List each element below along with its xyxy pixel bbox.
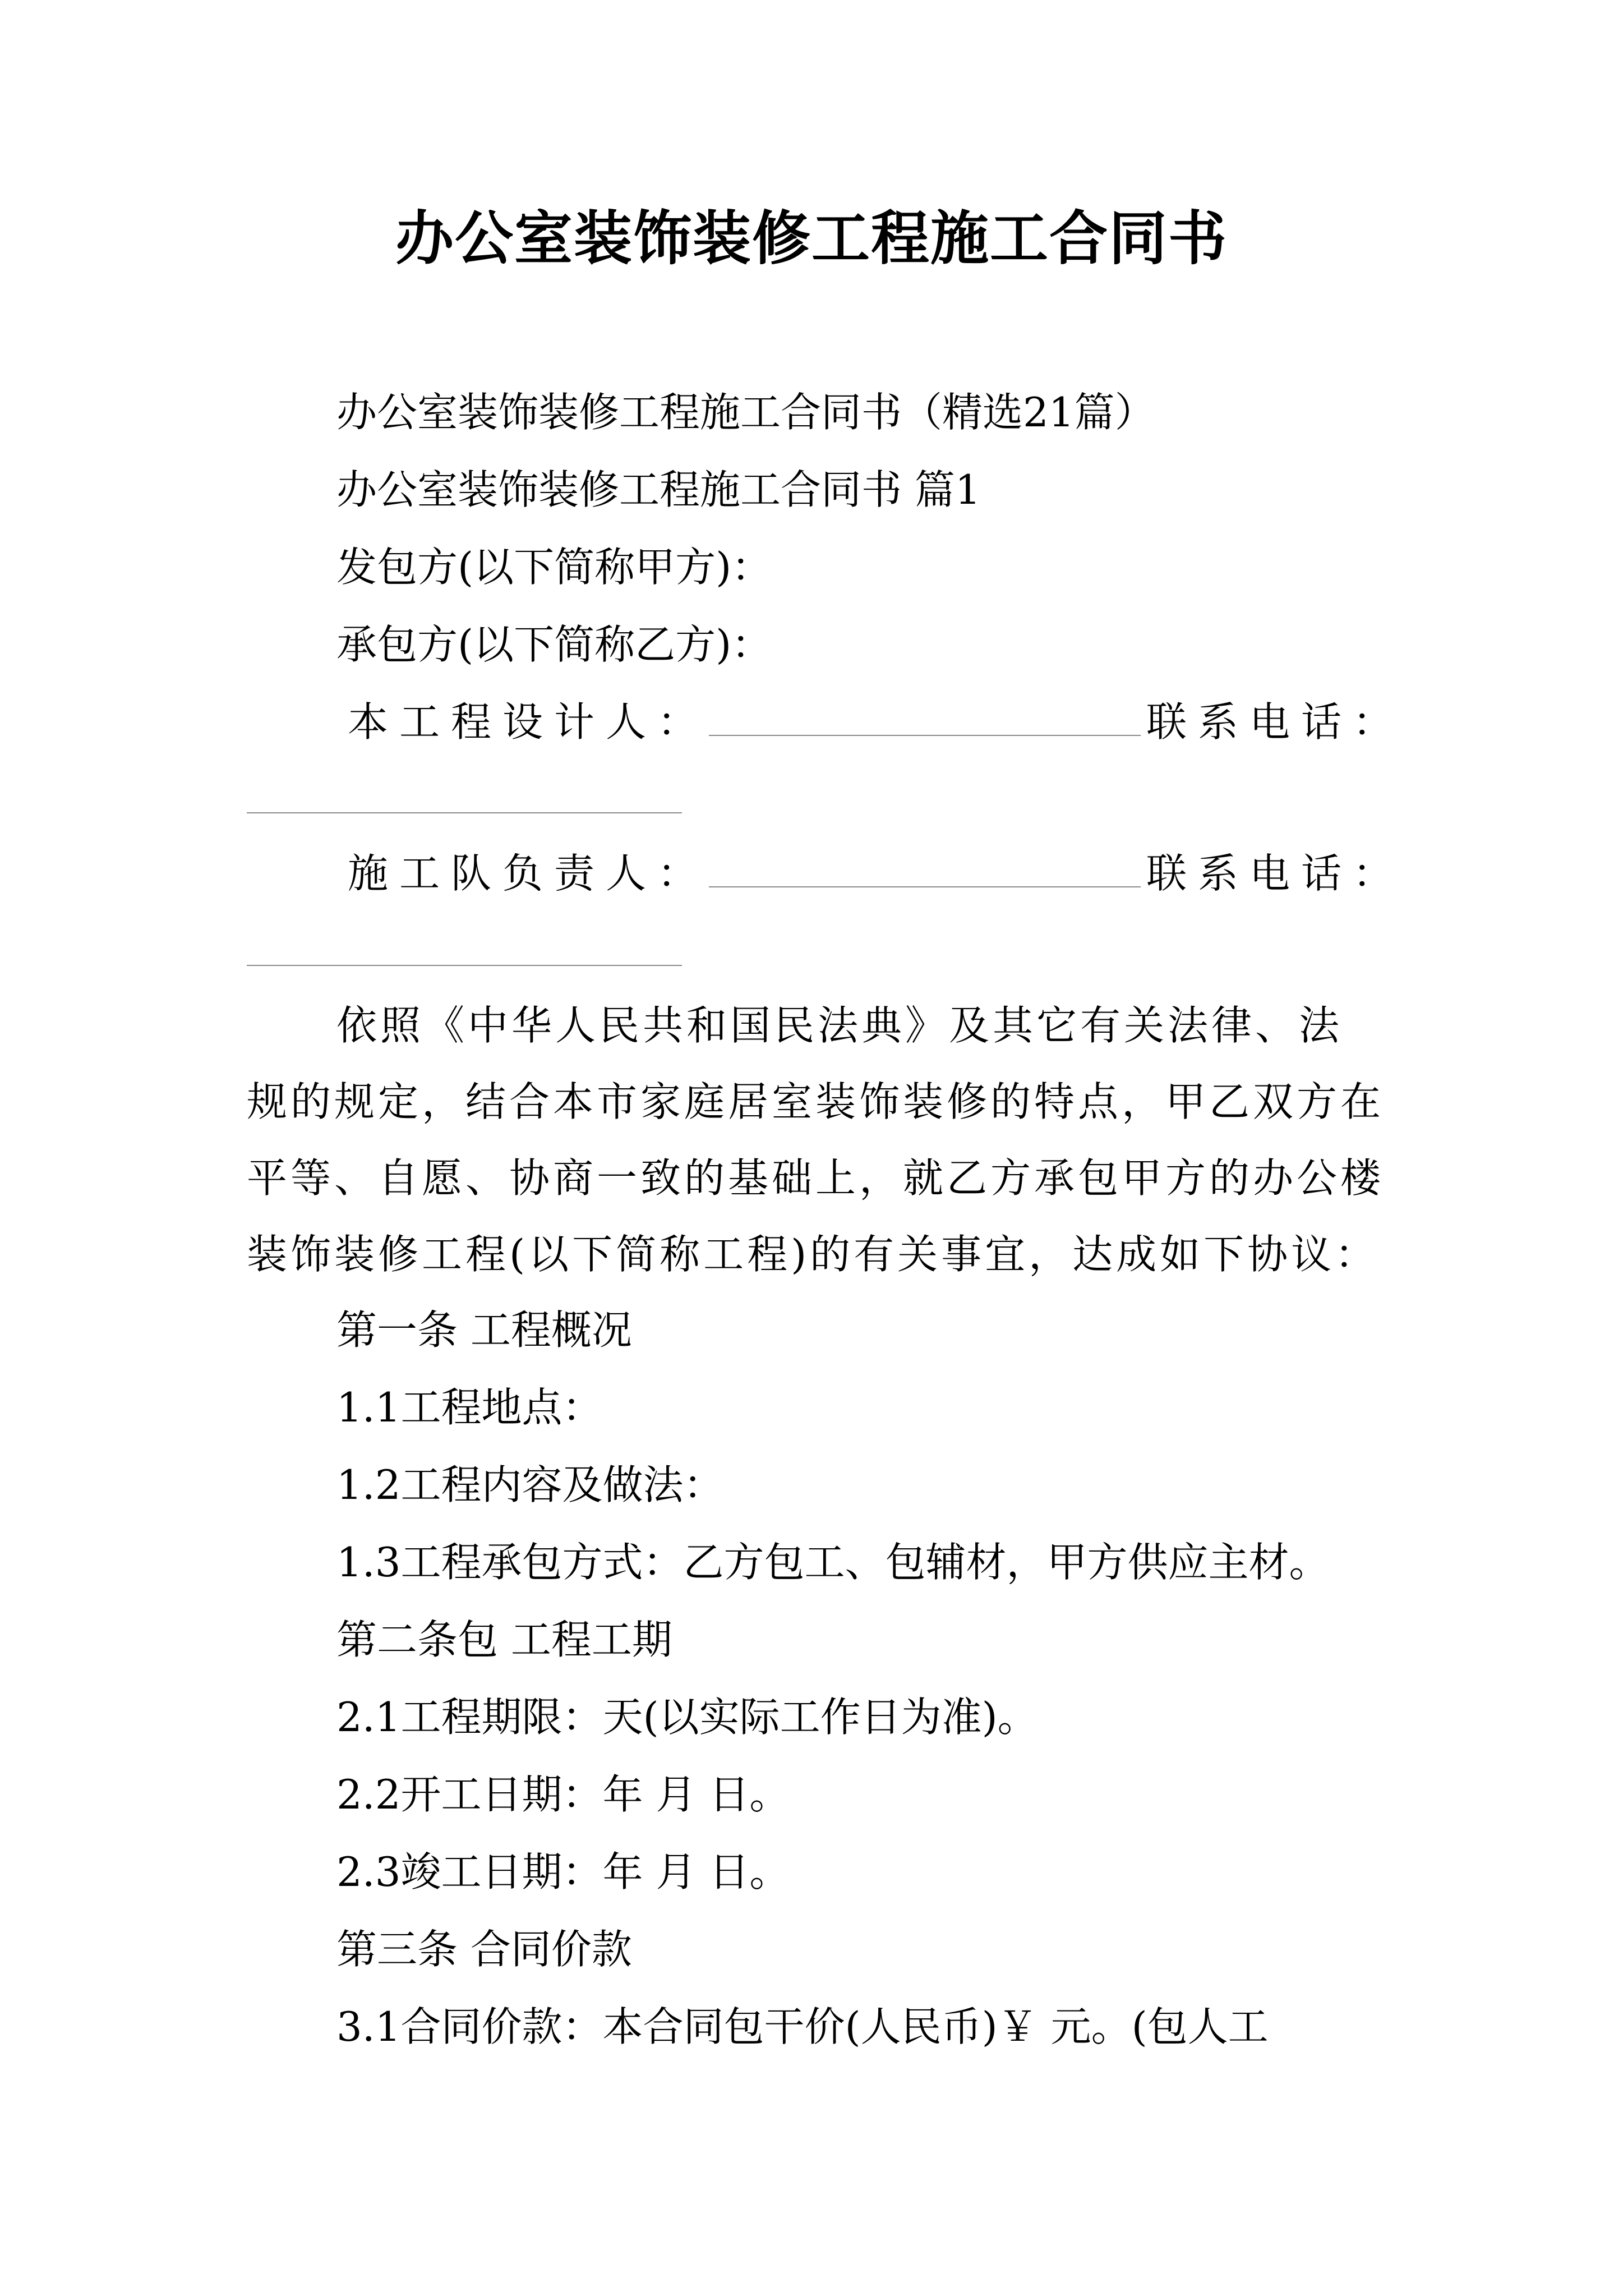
designer-row — [348, 697, 1404, 747]
document-subtitle: 办公室装饰装修工程施工合同书（精选21篇） — [336, 389, 1155, 436]
leader-phone-blank — [247, 965, 682, 966]
article-3-heading: 第三条 合同价款 — [336, 1926, 632, 1973]
item-1-1: 1.1工程地点： — [336, 1384, 603, 1431]
item-1-3: 1.3工程承包方式：乙方包工、包辅材，甲方供应主材。 — [336, 1539, 1330, 1586]
intro-paragraph: 依照《中华人民共和国民法典》及其它有关法律、法规的规定，结合本市家庭居室装饰装修的特点，甲乙双方在平等、自愿、协商一致的基础上，就乙方承包甲方的办公楼装饰装修工程(以下简称工程)的有关事宜，达成如下协议： — [247, 1002, 1385, 1278]
item-1-2: 1.2工程内容及做法： — [336, 1461, 724, 1508]
item-2-3: 2.3竣工日期：年 月 日。 — [336, 1848, 790, 1895]
party-b-line: 承包方(以下简称乙方)： — [336, 621, 772, 668]
designer-label: 本工程设计人： — [348, 698, 709, 746]
designer-blank — [709, 701, 1141, 736]
article-1-heading: 第一条 工程概况 — [336, 1306, 632, 1354]
designer-phone-blank — [247, 812, 682, 813]
leader-row — [348, 848, 1404, 899]
article-2-heading: 第二条包 工程工期 — [336, 1616, 672, 1663]
section-heading: 办公室装饰装修工程施工合同书 篇1 — [336, 466, 981, 513]
item-2-1: 2.1工程期限：天(以实际工作日为准)。 — [336, 1694, 1038, 1741]
leader-blank — [709, 853, 1141, 887]
leader-label: 施工队负责人： — [348, 850, 709, 897]
item-3-1: 3.1合同价款：本合同包干价(人民币)￥ 元。(包人工 — [336, 2003, 1269, 2050]
designer-phone-label: 联系电话： — [1146, 698, 1405, 746]
leader-phone-label: 联系电话： — [1146, 850, 1405, 897]
item-2-2: 2.2开工日期：年 月 日。 — [336, 1771, 790, 1818]
document-title: 办公室装饰装修工程施工合同书 — [395, 204, 1228, 273]
party-a-line: 发包方(以下简称甲方)： — [336, 544, 772, 591]
